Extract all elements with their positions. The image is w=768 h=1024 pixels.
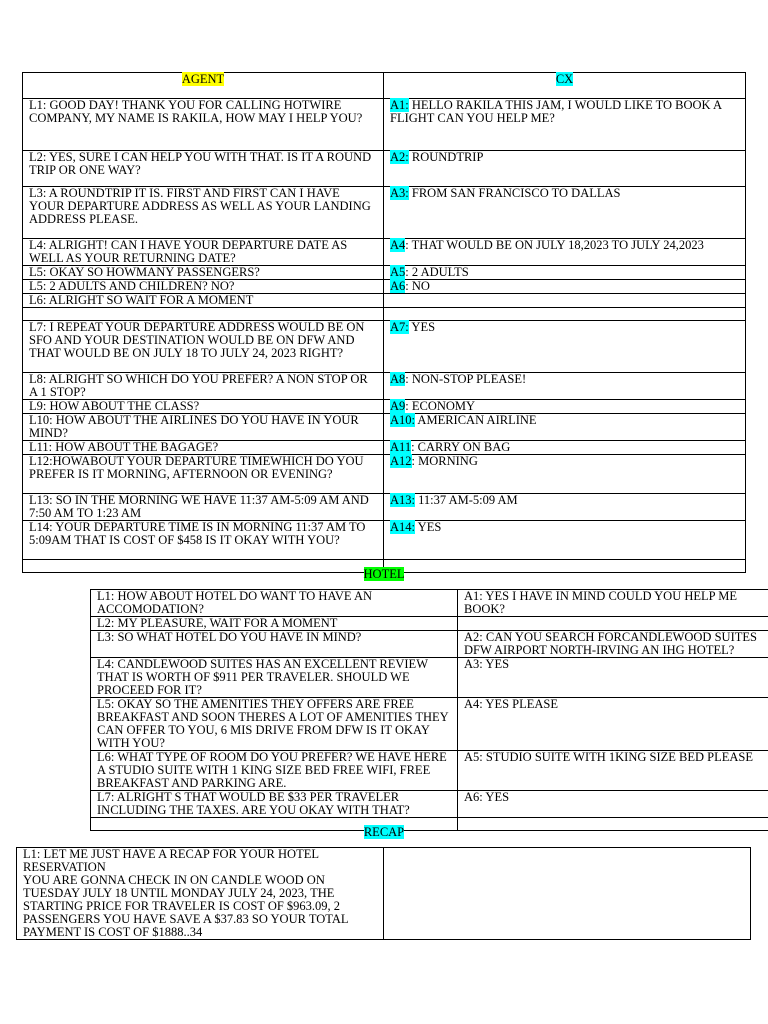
agent-line: L5: 2 ADULTS AND CHILDREN? NO? (23, 280, 384, 294)
agent-line: L5: OKAY SO THE AMENITIES THEY OFFERS ARE FREE BREAKFAST AND SOON THERES A LOT OF AMENITIES THEY CAN OFFER TO YOU, 6 MIS DRIVE FROM DFW IS IT OKAY WITH YOU? (91, 698, 458, 751)
cx-text: A2: CAN YOU SEARCH FORCANDLEWOOD SUITES (464, 630, 757, 644)
cx-tag: A11 (390, 440, 412, 454)
hotel-title-text: HOTEL (363, 567, 405, 581)
cx-text: BOOK? (464, 602, 505, 616)
cx-text: : CARRY ON BAG (411, 440, 511, 454)
agent-line: L3: A ROUNDTRIP IT IS. FIRST AND FIRST CAN I HAVE YOUR DEPARTURE ADDRESS AS WELL AS YOUR LANDING ADDRESS PLEASE. (23, 187, 384, 239)
cx-line (384, 455, 746, 494)
cx-text: 11:37 AM-5:09 AM (415, 493, 518, 507)
agent-line: L1: HOW ABOUT HOTEL DO WANT TO HAVE AN ACCOMODATION? (91, 590, 458, 617)
agent-line: L3: SO WHAT HOTEL DO YOU HAVE IN MIND? (91, 631, 458, 658)
agent-line (23, 308, 384, 321)
hotel-dialogue-table (90, 589, 768, 831)
cx-line (384, 373, 746, 400)
cx-tag: A6 (390, 279, 406, 293)
flight-dialogue-table (22, 72, 746, 573)
agent-line: L6: ALRIGHT SO WAIT FOR A MOMENT (23, 294, 384, 308)
cx-text: : ECONOMY (405, 399, 476, 413)
agent-line: L11: HOW ABOUT THE BAGAGE? (23, 441, 384, 455)
agent-line: L9: HOW ABOUT THE CLASS? (23, 400, 384, 414)
agent-line: L10: HOW ABOUT THE AIRLINES DO YOU HAVE IN YOUR MIND? (23, 414, 384, 441)
cx-text: A6: YES (464, 790, 510, 804)
cx-text: : NO (405, 279, 430, 293)
cx-line (458, 698, 768, 751)
cx-line (458, 617, 768, 631)
cx-header-cell (384, 73, 746, 99)
cx-line (384, 99, 746, 151)
cx-tag: A1: (390, 98, 409, 112)
cx-header: CX (555, 72, 574, 86)
agent-line: L7: I REPEAT YOUR DEPARTURE ADDRESS WOULD BE ON SFO AND YOUR DESTINATION WOULD BE ON DFW AND THAT WOULD BE ON JULY 18 TO JULY 24, 2023 RIGHT? (23, 321, 384, 373)
cx-text: YES (408, 320, 436, 334)
cx-line (384, 441, 746, 455)
cx-line (458, 631, 768, 658)
cx-text: : THAT WOULD BE ON JULY 18,2023 TO JULY 24,2023 (405, 238, 704, 252)
agent-line: L6: WHAT TYPE OF ROOM DO YOU PREFER? WE HAVE HERE A STUDIO SUITE WITH 1 KING SIZE BED FREE WIFI, FREE BREAKFAST AND PARKING ARE. (91, 751, 458, 791)
recap-title-text: RECAP (363, 825, 405, 839)
cx-tag: A8 (390, 372, 406, 386)
cx-line (458, 791, 768, 818)
cx-tag: A5 (390, 265, 406, 279)
cx-text: A5: STUDIO SUITE WITH 1KING SIZE BED PLEASE (464, 750, 753, 764)
cx-line (384, 321, 746, 373)
cx-line (384, 308, 746, 321)
cx-text: DFW AIRPORT NORTH-IRVING AN IHG HOTEL? (464, 643, 735, 657)
cx-text: A3: YES (464, 657, 510, 671)
recap-empty-cell (384, 848, 751, 940)
agent-line: L1: GOOD DAY! THANK YOU FOR CALLING HOTWIRE COMPANY, MY NAME IS RAKILA, HOW MAY I HELP YOU? (23, 99, 384, 151)
cx-text: A4: YES PLEASE (464, 697, 558, 711)
recap-section-title (0, 825, 768, 839)
cx-line (458, 658, 768, 698)
recap-text: L1: LET ME JUST HAVE A RECAP FOR YOUR HOTEL RESERVATION YOU ARE GONNA CHECK IN ON CANDLE WOOD ON TUESDAY JULY 18 UNTIL MONDAY JULY 24, 2023, THE STARTING PRICE FOR TRAVELER IS COST OF $963.09, 2 PASSENGERS YOU HAVE SAVE A $37.83 SO YOUR TOTAL PAYMENT IS COST OF $1888..34 (17, 848, 384, 940)
cx-line (384, 187, 746, 239)
agent-line: L4: ALRIGHT! CAN I HAVE YOUR DEPARTURE DATE AS WELL AS YOUR RETURNING DATE? (23, 239, 384, 266)
cx-line (458, 751, 768, 791)
cx-text: : NON-STOP PLEASE! (405, 372, 527, 386)
cx-text: : MORNING (411, 454, 478, 468)
cx-tag: A14: (390, 520, 415, 534)
agent-line: L2: MY PLEASURE, WAIT FOR A MOMENT (91, 617, 458, 631)
cx-text: FROM SAN FRANCISCO TO DALLAS (408, 186, 621, 200)
cx-line (384, 494, 746, 521)
agent-line: L2: YES, SURE I CAN HELP YOU WITH THAT. IS IT A ROUND TRIP OR ONE WAY? (23, 151, 384, 187)
agent-line: L7: ALRIGHT S THAT WOULD BE $33 PER TRAVELER INCLUDING THE TAXES. ARE YOU OKAY WITH THAT? (91, 791, 458, 818)
agent-line: L8: ALRIGHT SO WHICH DO YOU PREFER? A NON STOP OR A 1 STOP? (23, 373, 384, 400)
cx-line (384, 151, 746, 187)
agent-header-cell (23, 73, 384, 99)
agent-line: L5: OKAY SO HOWMANY PASSENGERS? (23, 266, 384, 280)
cx-line (384, 414, 746, 441)
agent-line: L14: YOUR DEPARTURE TIME IS IN MORNING 11:37 AM TO 5:09AM THAT IS COST OF $458 IS IT OKAY WITH YOU? (23, 521, 384, 560)
cx-tag: A9 (390, 399, 406, 413)
hotel-section-title (0, 567, 768, 581)
cx-tag: A10: (390, 413, 415, 427)
cx-text: AMERICAN AIRLINE (415, 413, 537, 427)
cx-line (384, 280, 746, 294)
recap-table (16, 847, 751, 940)
agent-header: AGENT (181, 72, 225, 86)
cx-text: A1: YES I HAVE IN MIND COULD YOU HELP ME (464, 589, 738, 603)
cx-text: HELLO RAKILA THIS JAM, I WOULD LIKE TO BOOK A FLIGHT CAN YOU HELP ME? (390, 98, 722, 125)
cx-line (384, 239, 746, 266)
cx-tag: A13: (390, 493, 415, 507)
cx-text: : 2 ADULTS (405, 265, 469, 279)
cx-tag: A12 (390, 454, 412, 468)
cx-text: YES (415, 520, 442, 534)
agent-line: L12:HOWABOUT YOUR DEPARTURE TIMEWHICH DO YOU PREFER IS IT MORNING, AFTERNOON OR EVENING? (23, 455, 384, 494)
cx-line (384, 266, 746, 280)
cx-tag: A7: (390, 320, 409, 334)
agent-line: L4: CANDLEWOOD SUITES HAS AN EXCELLENT REVIEW THAT IS WORTH OF $911 PER TRAVELER. SHOULD WE PROCEED FOR IT? (91, 658, 458, 698)
cx-text: ROUNDTRIP (408, 150, 484, 164)
cx-tag: A2: (390, 150, 409, 164)
cx-line (384, 521, 746, 560)
cx-line (384, 294, 746, 308)
cx-tag: A4 (390, 238, 406, 252)
agent-line: L13: SO IN THE MORNING WE HAVE 11:37 AM-5:09 AM AND 7:50 AM TO 1:23 AM (23, 494, 384, 521)
cx-line (384, 400, 746, 414)
cx-line (458, 590, 768, 617)
cx-tag: A3: (390, 186, 409, 200)
